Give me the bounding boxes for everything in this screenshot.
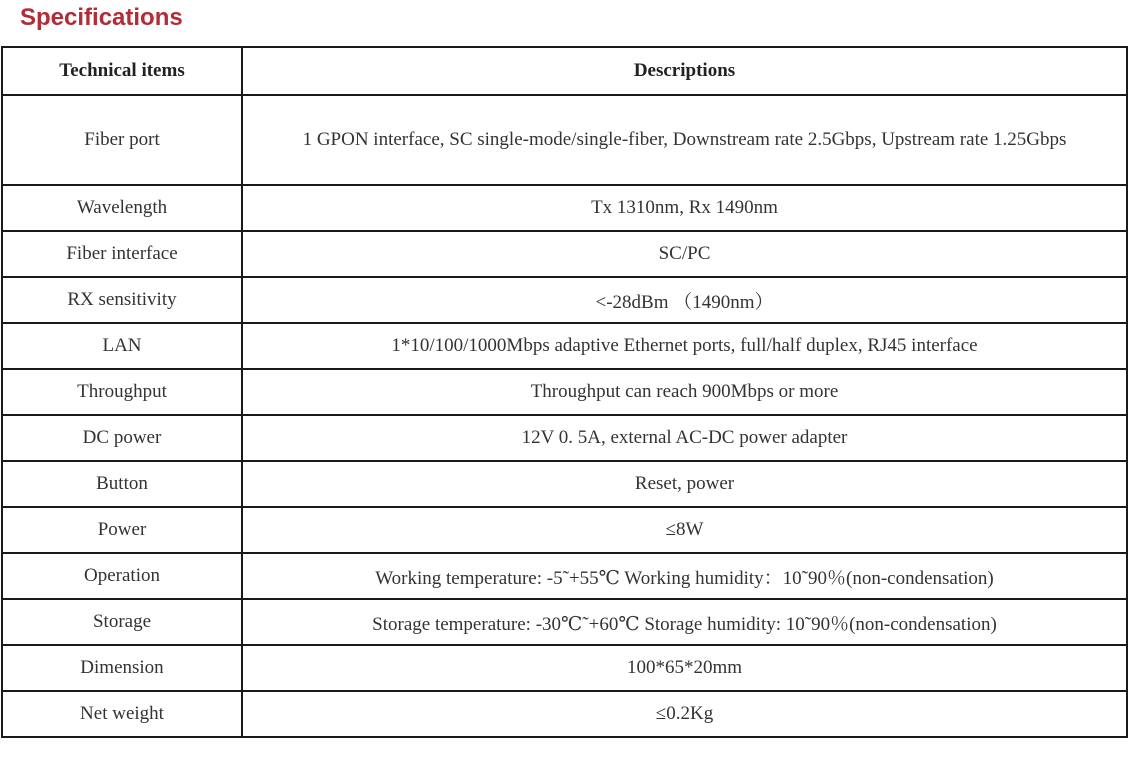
table-row	[2, 599, 1127, 645]
row-item: Power	[2, 507, 242, 553]
table-row	[2, 507, 1127, 553]
row-item: Throughput	[2, 369, 242, 415]
row-item: LAN	[2, 323, 242, 369]
table-row	[2, 461, 1127, 507]
header-technical-items: Technical items	[2, 47, 242, 95]
row-item: RX sensitivity	[2, 277, 242, 323]
row-item: Dimension	[2, 645, 242, 691]
row-description: <-28dBm （1490nm）	[242, 277, 1127, 323]
table-row	[2, 645, 1127, 691]
table-row	[2, 323, 1127, 369]
page-title: Specifications	[20, 4, 183, 31]
row-description: Working temperature: -5˜+55℃ Working humidity：10˜90％(non-condensation)	[242, 553, 1127, 599]
table-row	[2, 369, 1127, 415]
row-item: Operation	[2, 553, 242, 599]
row-description: 1*10/100/1000Mbps adaptive Ethernet ports, full/half duplex, RJ45 interface	[242, 323, 1127, 369]
table-row	[2, 95, 1127, 185]
row-item: Button	[2, 461, 242, 507]
table-row	[2, 185, 1127, 231]
row-description: ≤0.2Kg	[242, 691, 1127, 737]
table-row	[2, 553, 1127, 599]
row-description: Reset, power	[242, 461, 1127, 507]
row-item: Wavelength	[2, 185, 242, 231]
header-descriptions: Descriptions	[242, 47, 1127, 95]
specifications-table	[1, 46, 1128, 738]
row-item: Net weight	[2, 691, 242, 737]
table-row	[2, 277, 1127, 323]
row-description: Throughput can reach 900Mbps or more	[242, 369, 1127, 415]
row-description: 1 GPON interface, SC single-mode/single-fiber, Downstream rate 2.5Gbps, Upstream rate 1.25Gbps	[242, 95, 1127, 185]
row-description: Storage temperature: -30℃˜+60℃ Storage humidity: 10˜90％(non-condensation)	[242, 599, 1127, 645]
row-description: 100*65*20mm	[242, 645, 1127, 691]
row-item: Fiber interface	[2, 231, 242, 277]
table-row	[2, 231, 1127, 277]
table-header-row	[2, 47, 1127, 95]
table-row	[2, 415, 1127, 461]
row-item: Fiber port	[2, 95, 242, 185]
row-item: Storage	[2, 599, 242, 645]
row-item: DC power	[2, 415, 242, 461]
row-description: ≤8W	[242, 507, 1127, 553]
row-description: 12V 0. 5A, external AC-DC power adapter	[242, 415, 1127, 461]
table-row	[2, 691, 1127, 737]
row-description: SC/PC	[242, 231, 1127, 277]
row-description: Tx 1310nm, Rx 1490nm	[242, 185, 1127, 231]
